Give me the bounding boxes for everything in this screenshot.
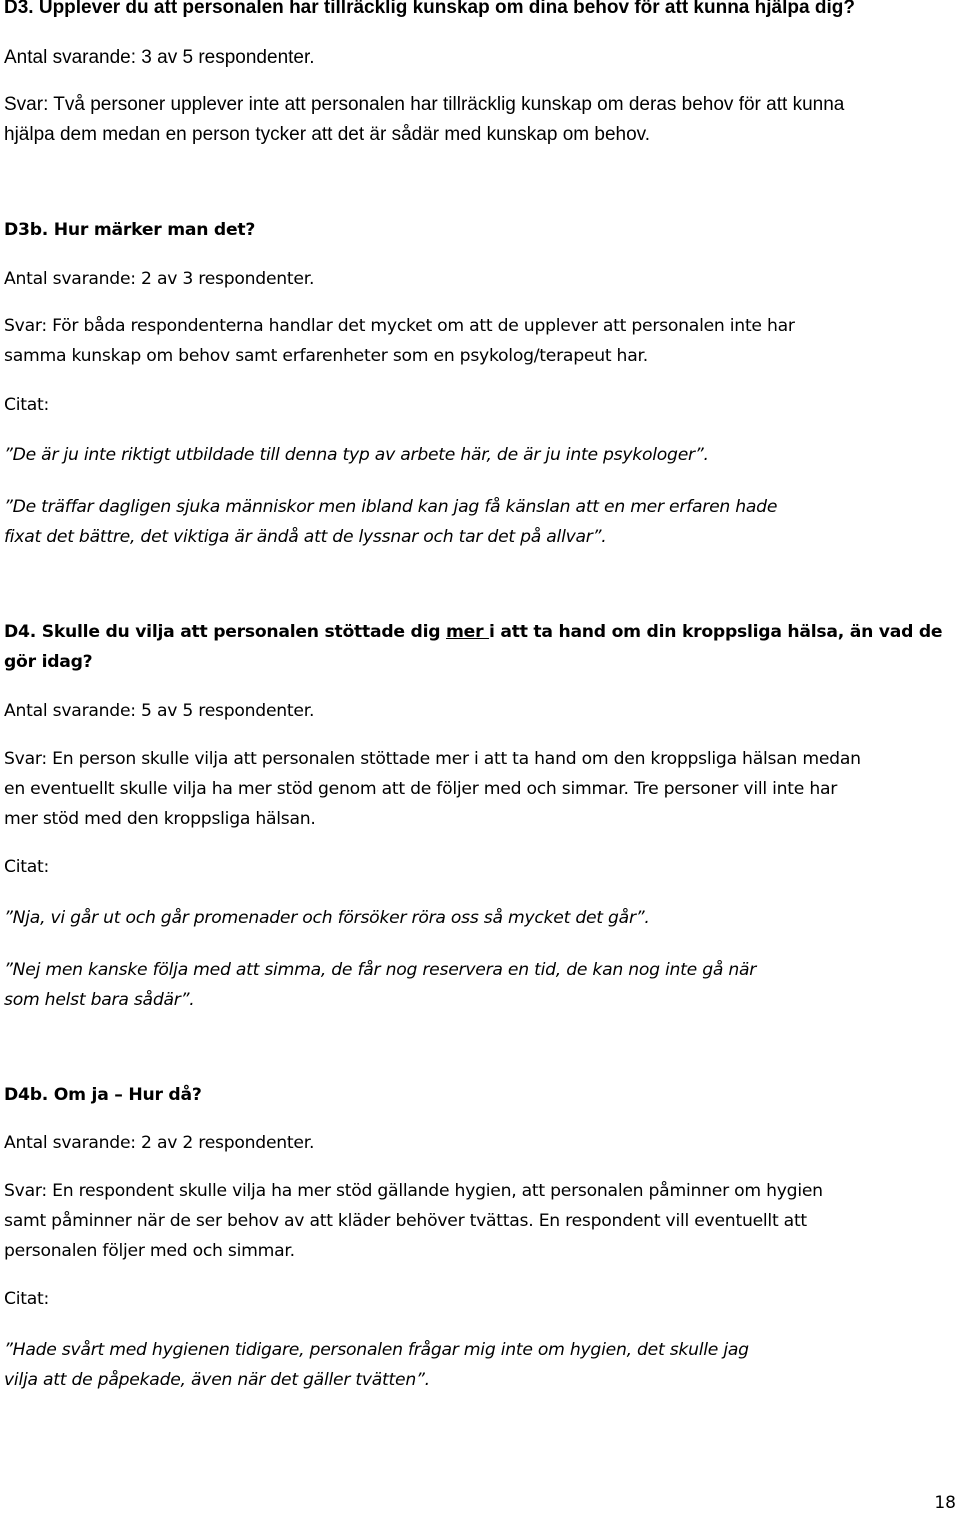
d4-question-underlined-word: mer bbox=[446, 622, 490, 642]
d4-answer-line-3: mer stöd med den kroppsliga hälsan. bbox=[4, 809, 316, 829]
d4-answer-line-2: en eventuellt skulle vilja ha mer stöd genom att de följer med och simmar. Tre personer vill inte har bbox=[4, 779, 838, 799]
d4b-quote-1-line-1: ”Hade svårt med hygienen tidigare, personalen frågar mig inte om hygien, det skulle jag bbox=[4, 1340, 749, 1360]
d3b-question: D3b. Hur märker man det? bbox=[4, 220, 256, 240]
d4-quote-1: ”Nja, vi går ut och går promenader och försöker röra oss så mycket det går”. bbox=[4, 908, 650, 928]
d3-respondents: Antal svarande: 3 av 5 respondenter. bbox=[4, 47, 315, 68]
d3b-citat-label: Citat: bbox=[4, 395, 50, 415]
d4b-question: D4b. Om ja – Hur då? bbox=[4, 1085, 202, 1105]
d4b-citat-label: Citat: bbox=[4, 1289, 50, 1309]
d4-answer-line-1: Svar: En person skulle vilja att personalen stöttade mer i att ta hand om den kroppsliga hälsan medan bbox=[4, 749, 861, 769]
page-number: 18 bbox=[934, 1493, 956, 1513]
d4b-quote-1-line-2: vilja att de påpekade, även när det gäller tvätten”. bbox=[4, 1370, 430, 1390]
d4-question-text-before: D4. Skulle du vilja att personalen stöttade dig bbox=[4, 622, 446, 642]
d4-respondents: Antal svarande: 5 av 5 respondenter. bbox=[4, 701, 315, 721]
d3b-quote-2-line-1: ”De träffar dagligen sjuka människor men ibland kan jag få känslan att en mer erfaren hade bbox=[4, 497, 778, 517]
d4b-answer-line-2: samt påminner när de ser behov av att kläder behöver tvättas. En respondent vill eventuellt att bbox=[4, 1211, 807, 1231]
d4-quote-2-line-1: ”Nej men kanske följa med att simma, de får nog reservera en tid, de kan nog inte gå när bbox=[4, 960, 757, 980]
d3b-respondents: Antal svarande: 2 av 3 respondenter. bbox=[4, 269, 315, 289]
d3-answer-line-2: hjälpa dem medan en person tycker att det är sådär med kunskap om behov. bbox=[4, 124, 651, 145]
d4b-respondents: Antal svarande: 2 av 2 respondenter. bbox=[4, 1133, 315, 1153]
d3b-quote-2-line-2: fixat det bättre, det viktiga är ändå att de lyssnar och tar det på allvar”. bbox=[4, 527, 607, 547]
d3b-quote-1: ”De är ju inte riktigt utbildade till denna typ av arbete här, de är ju inte psykologer”. bbox=[4, 445, 709, 465]
d4b-answer-line-1: Svar: En respondent skulle vilja ha mer stöd gällande hygien, att personalen påminner om hygien bbox=[4, 1181, 823, 1201]
d3-question: D3. Upplever du att personalen har tillräcklig kunskap om dina behov för att kunna hjälpa dig? bbox=[4, 0, 855, 18]
d3b-answer-line-2: samma kunskap om behov samt erfarenheter som en psykolog/terapeut har. bbox=[4, 346, 648, 366]
d4-question-line-1 bbox=[4, 618, 942, 646]
d4-quote-2-line-2: som helst bara sådär”. bbox=[4, 990, 195, 1010]
d3b-answer-line-1: Svar: För båda respondenterna handlar det mycket om att de upplever att personalen inte har bbox=[4, 316, 795, 336]
d4-question-line-2: gör idag? bbox=[4, 652, 93, 672]
d4b-answer-line-3: personalen följer med och simmar. bbox=[4, 1241, 295, 1261]
d4-question-text-after: i att ta hand om din kroppsliga hälsa, än vad de bbox=[489, 622, 943, 642]
d3-answer-line-1: Svar: Två personer upplever inte att personalen har tillräcklig kunskap om deras behov för att kunna bbox=[4, 94, 845, 115]
d4-citat-label: Citat: bbox=[4, 857, 50, 877]
